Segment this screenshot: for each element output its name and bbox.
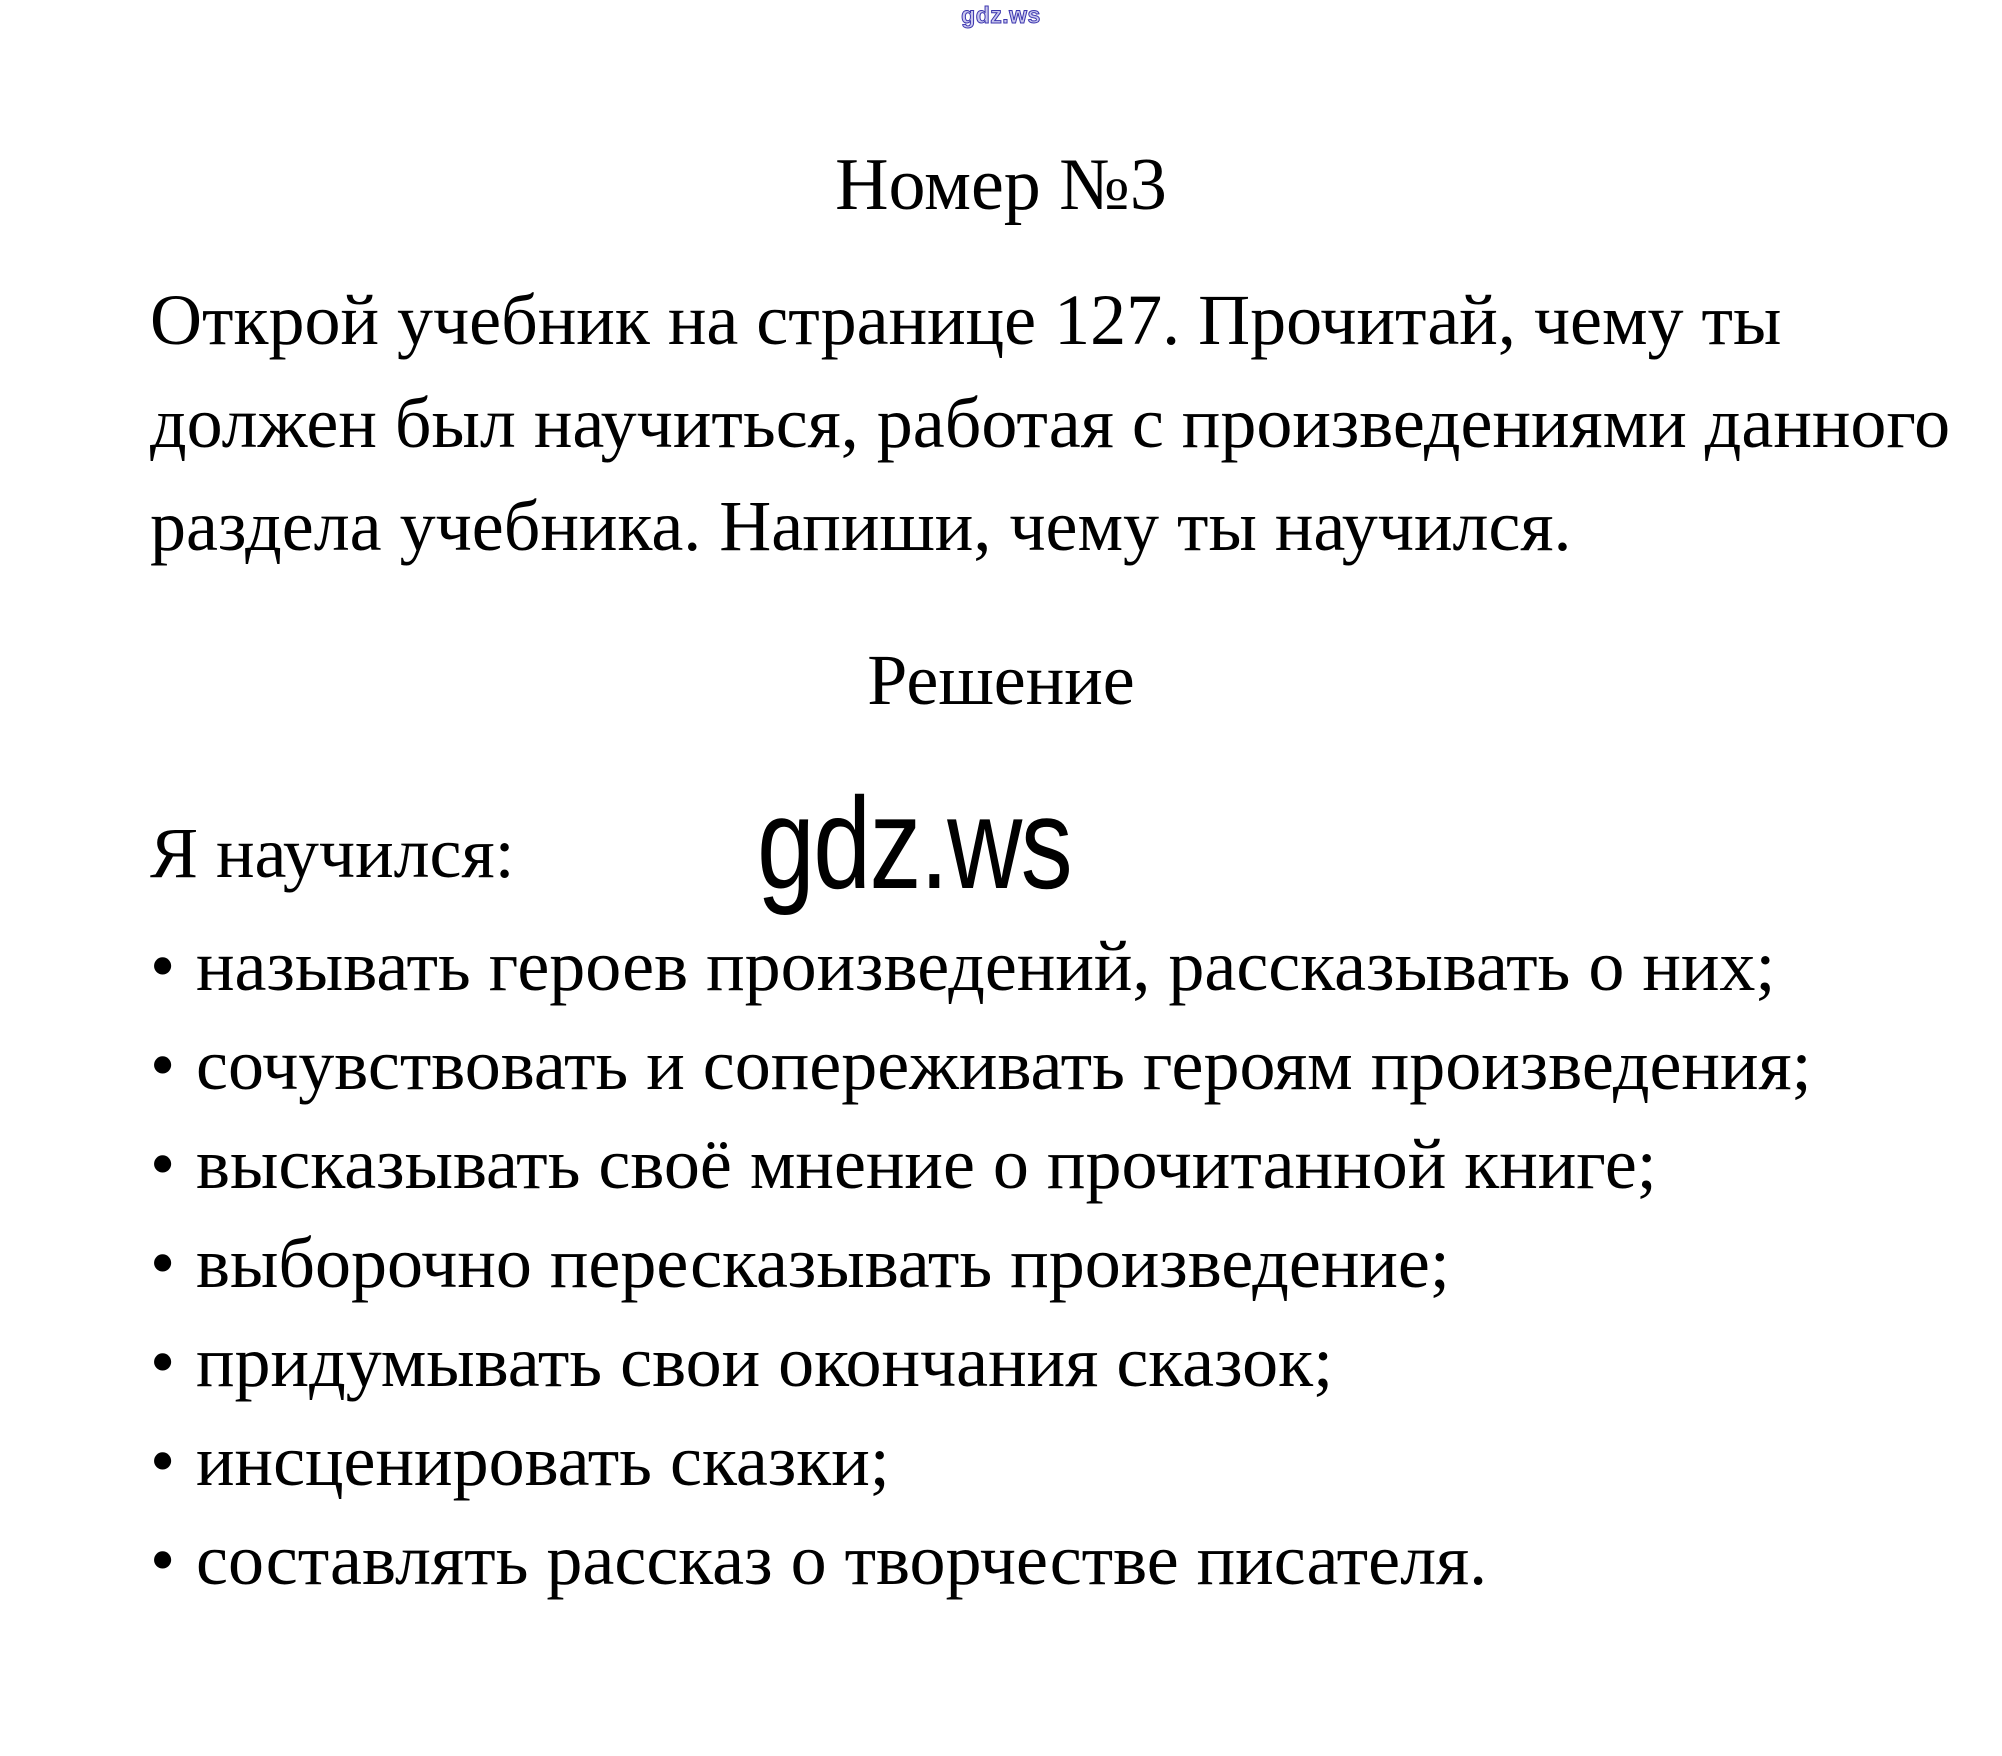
site-watermark-top: gdz.ws (961, 2, 1041, 28)
bullet-icon: • (150, 1520, 176, 1600)
list-item-text: придумывать свои окончания сказок; (196, 1322, 1334, 1402)
list-item (150, 1412, 1942, 1511)
answer-list (150, 917, 1942, 1610)
question-line: раздела учебника. Напиши, чему ты научился. (150, 486, 1572, 566)
bullet-icon: • (150, 1025, 176, 1105)
bullet-icon: • (150, 1322, 176, 1402)
list-item (150, 1214, 1942, 1313)
question-line: Открой учебник на странице 127. Прочитай, чему ты (150, 280, 1782, 360)
bullet-icon: • (150, 926, 176, 1006)
list-item-text: инсценировать сказки; (196, 1421, 890, 1501)
bullet-icon: • (150, 1124, 176, 1204)
bullet-icon: • (150, 1421, 176, 1501)
list-item (150, 1115, 1942, 1214)
task-number-title: Номер №3 (835, 144, 1167, 226)
list-item (150, 917, 1942, 1016)
site-watermark-big: gdz.ws (757, 770, 1072, 916)
list-item-text: высказывать своё мнение о прочитанной книге; (196, 1124, 1657, 1204)
list-item (150, 1511, 1942, 1610)
question-text (150, 269, 1951, 578)
bullet-icon: • (150, 1223, 176, 1303)
list-item (150, 1016, 1942, 1115)
list-item-text: составлять рассказ о творчестве писателя. (196, 1520, 1488, 1600)
list-item (150, 1313, 1942, 1412)
answer-intro: Я научился: (150, 813, 515, 893)
solution-heading: Решение (867, 640, 1135, 720)
list-item-text: сочувствовать и сопереживать героям произведения; (196, 1025, 1812, 1105)
list-item-text: выборочно пересказывать произведение; (196, 1223, 1450, 1303)
question-line: должен был научиться, работая с произведениями данного (150, 383, 1951, 463)
list-item-text: называть героев произведений, рассказывать о них; (196, 926, 1776, 1006)
